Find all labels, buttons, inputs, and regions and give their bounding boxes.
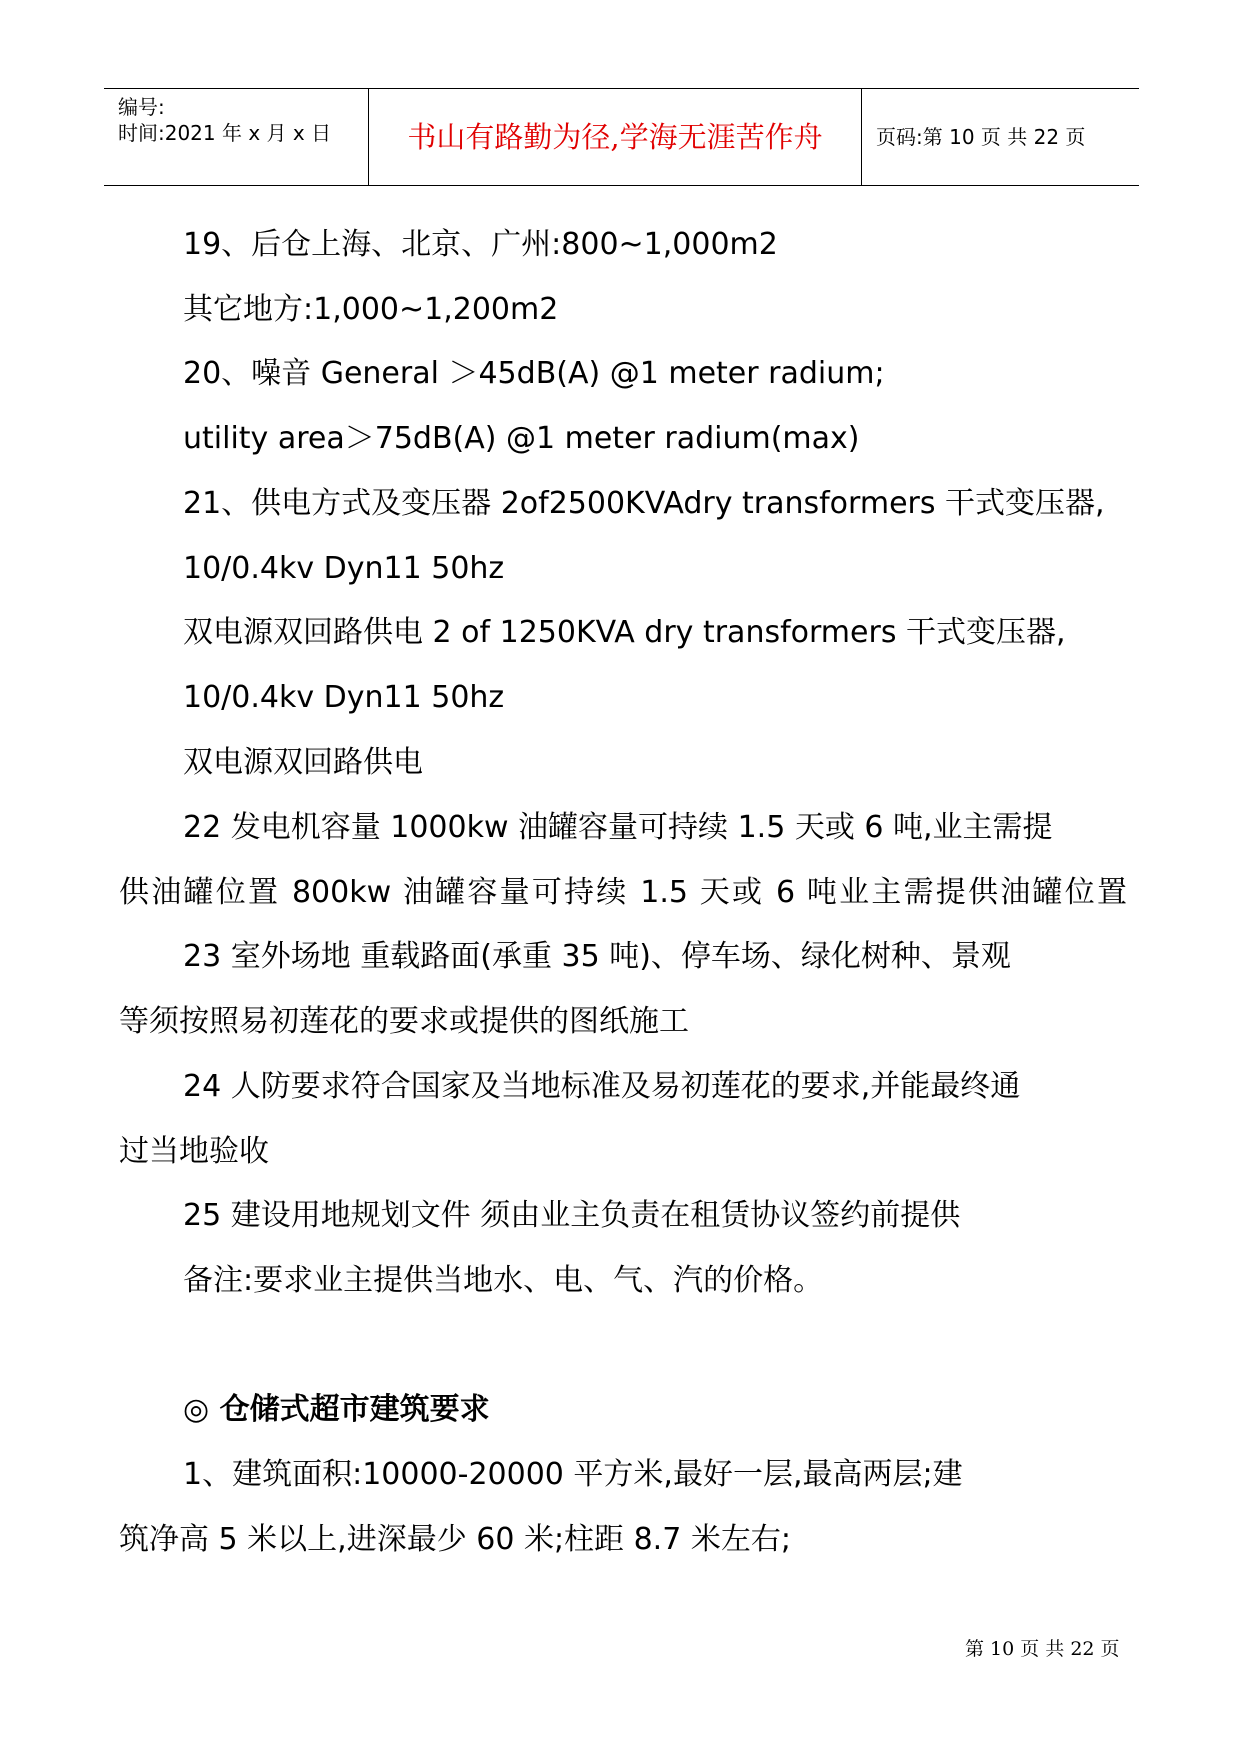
body-line: 23 室外场地 重载路面(承重 35 吨)、停车场、绿化树种、景观 bbox=[183, 939, 1011, 974]
section-body-line: 1、建筑面积:10000-20000 平方米,最好一层,最高两层;建 bbox=[183, 1457, 963, 1492]
body-line: 20、噪音 General ＞45dB(A) @1 meter radium; bbox=[183, 356, 885, 391]
body-line: 供油罐位置 800kw 油罐容量可持续 1.5 天或 6 吨业主需提供油罐位置 bbox=[119, 875, 1127, 910]
body-line: 19、后仓上海、北京、广州:800~1,000m2 bbox=[183, 227, 778, 262]
body-line: 其它地方:1,000~1,200m2 bbox=[183, 292, 559, 327]
body-line: 21、供电方式及变压器 2of2500KVAdry transformers 干式变压器, bbox=[183, 486, 1105, 521]
header-motto: 书山有路勤为径,学海无涯苦作舟 bbox=[407, 120, 823, 154]
body-line: 双电源双回路供电 2 of 1250KVA dry transformers 干式变压器, bbox=[183, 615, 1066, 650]
body-line: 24 人防要求符合国家及当地标准及易初莲花的要求,并能最终通 bbox=[183, 1069, 1021, 1104]
serial-number-label: 编号: bbox=[118, 95, 165, 119]
body-line: 25 建设用地规划文件 须由业主负责在租赁协议签约前提供 bbox=[183, 1198, 961, 1233]
header-page-number: 页码:第 10 页 共 22 页 bbox=[876, 125, 1086, 149]
body-line: utility area＞75dB(A) @1 meter radium(max) bbox=[183, 421, 860, 456]
body-line: 双电源双回路供电 bbox=[183, 745, 423, 780]
body-line: 10/0.4kv Dyn11 50hz bbox=[183, 551, 505, 586]
time-label: 时间:2021 年 x 月 x 日 bbox=[118, 121, 332, 145]
body-line: 过当地验收 bbox=[119, 1134, 269, 1169]
body-line: 备注:要求业主提供当地水、电、气、汽的价格。 bbox=[183, 1263, 824, 1298]
body-line: 10/0.4kv Dyn11 50hz bbox=[183, 680, 505, 715]
header-motto-cell bbox=[368, 89, 862, 185]
section-body-line: 筑净高 5 米以上,进深最少 60 米;柱距 8.7 米左右; bbox=[119, 1522, 791, 1557]
body-line: 等须按照易初莲花的要求或提供的图纸施工 bbox=[119, 1004, 689, 1039]
header-info-cell bbox=[104, 89, 368, 185]
body-line: 22 发电机容量 1000kw 油罐容量可持续 1.5 天或 6 吨,业主需提 bbox=[183, 810, 1053, 845]
section-heading: ◎ 仓储式超市建筑要求 bbox=[183, 1392, 490, 1427]
page-footer-number: 第 10 页 共 22 页 bbox=[965, 1638, 1120, 1660]
page-header bbox=[104, 88, 1139, 186]
header-page-cell bbox=[862, 89, 1139, 185]
